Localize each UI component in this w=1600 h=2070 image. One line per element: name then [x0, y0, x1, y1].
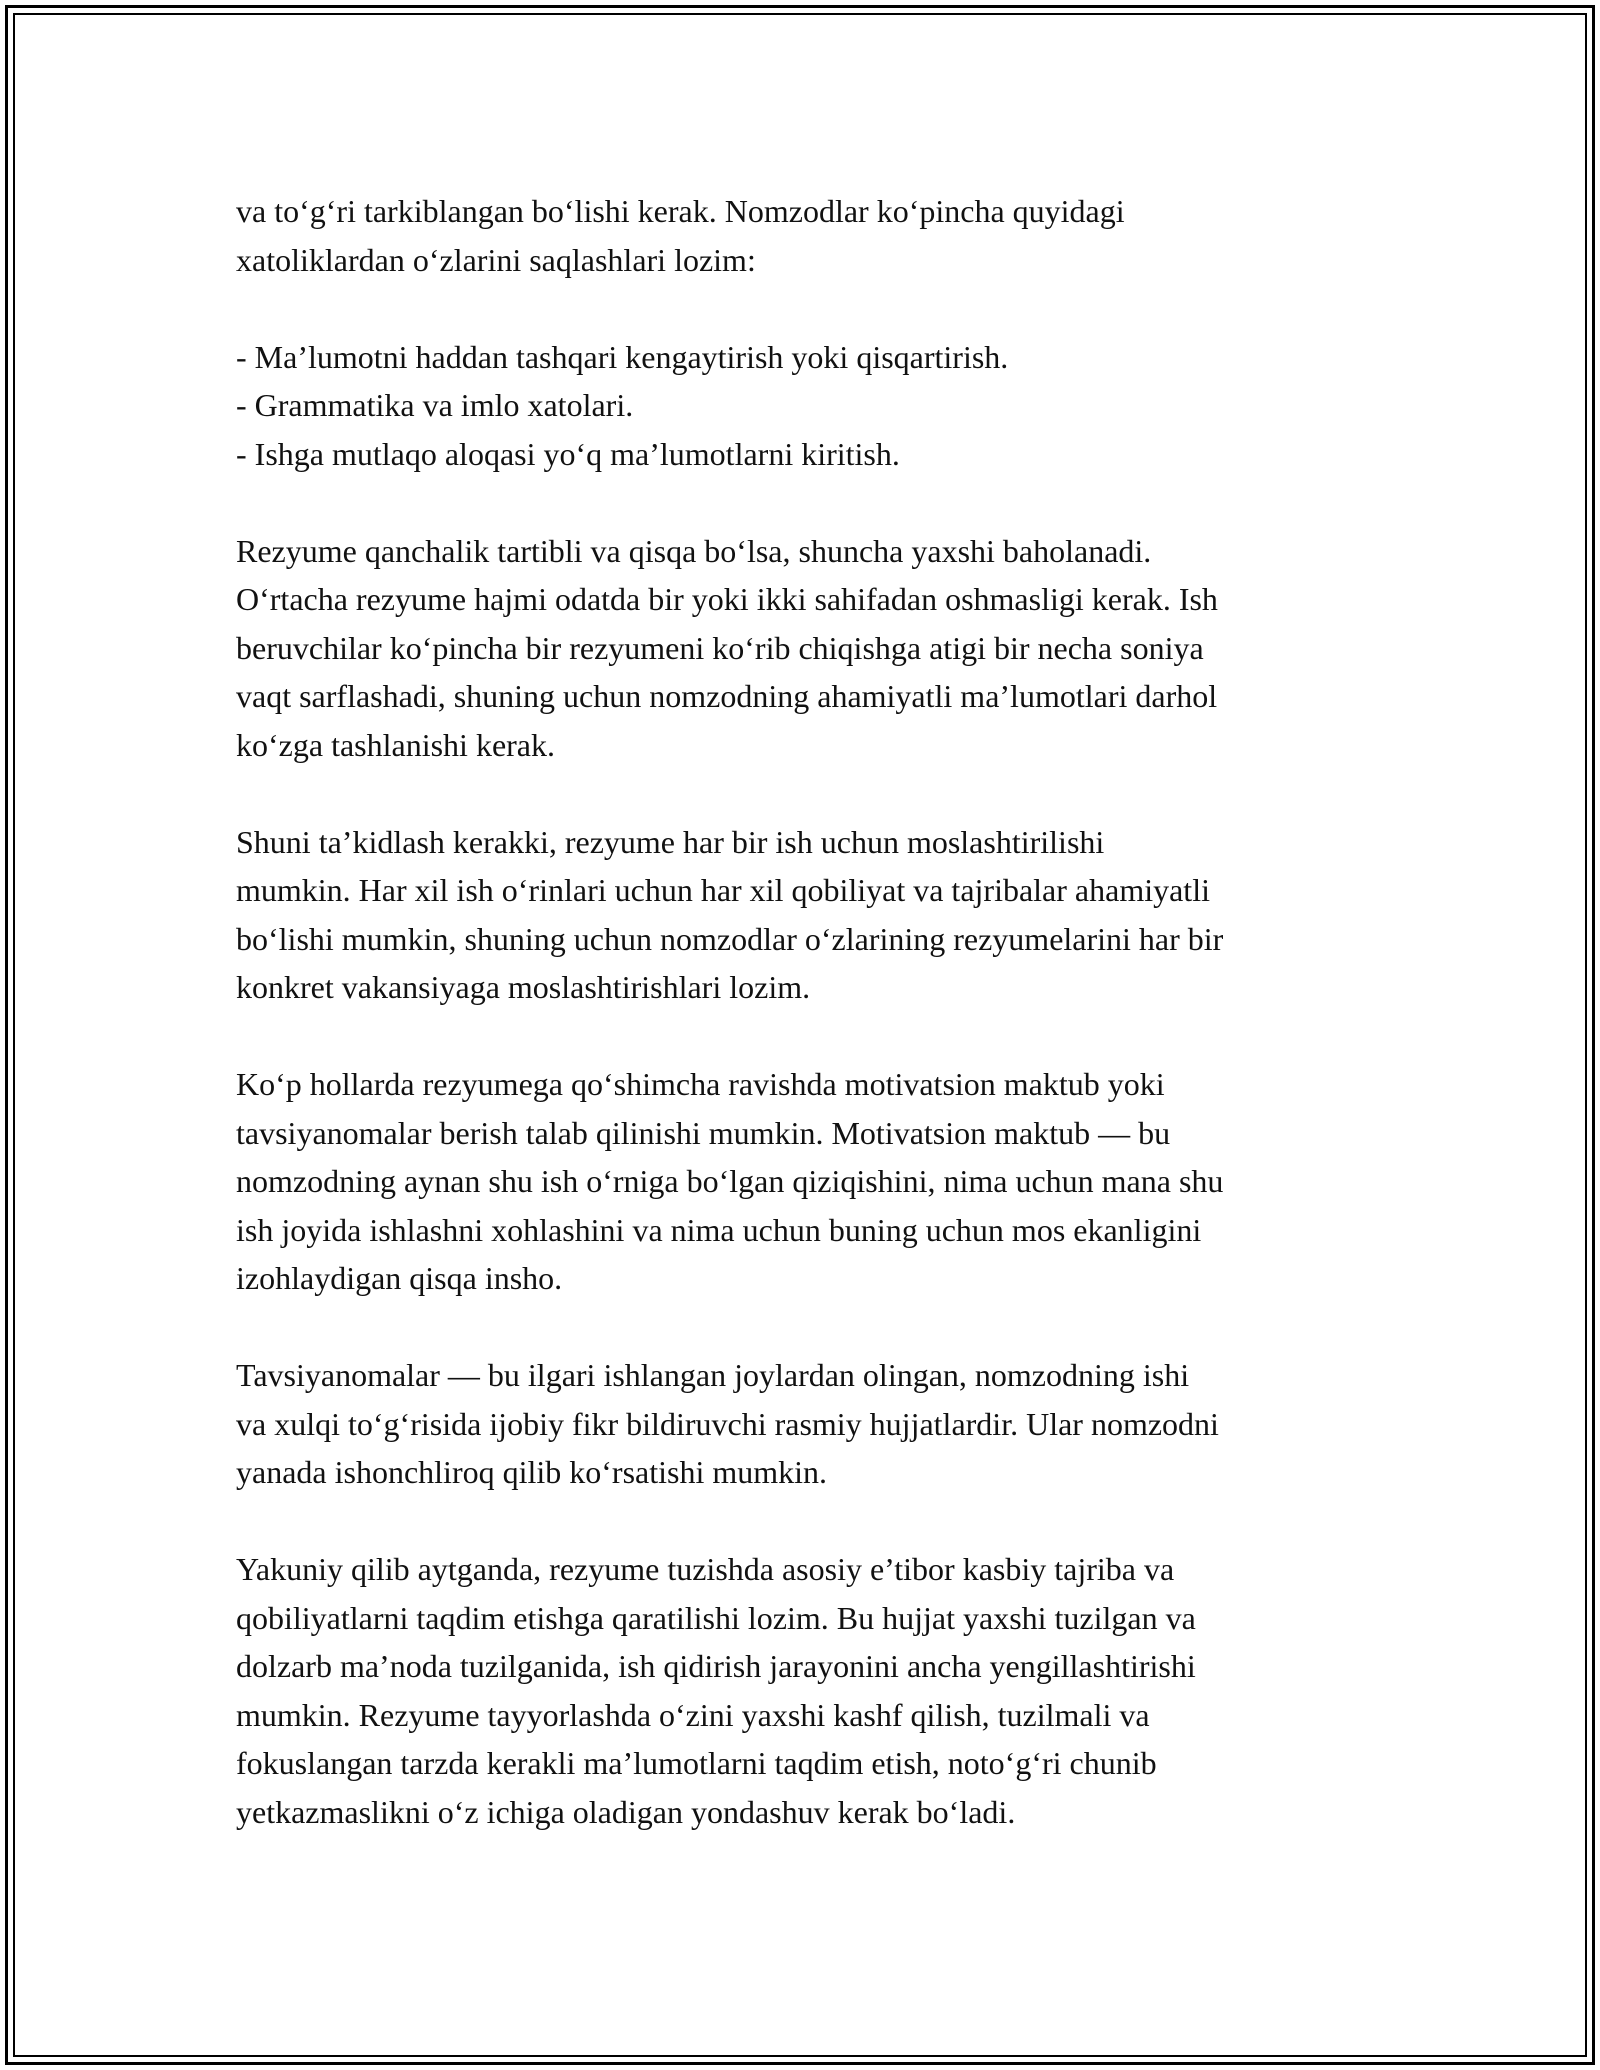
text-line: Ko‘p hollarda rezyumega qo‘shimcha ravishda motivatsion maktub yoki	[236, 1066, 1165, 1102]
list-item: - Ishga mutlaqo aloqasi yo‘q ma’lumotlarni kiritish.	[236, 435, 900, 472]
text-line: mumkin. Har xil ish o‘rinlari uchun har xil qobiliyat va tajribalar ahamiyatli	[236, 872, 1210, 908]
text-line: Tavsiyanomalar — bu ilgari ishlangan joylardan olingan, nomzodning ishi	[236, 1357, 1190, 1393]
text-line: yanada ishonchliroq qilib ko‘rsatishi mumkin.	[236, 1454, 828, 1490]
text-line: ish joyida ishlashni xohlashini va nima uchun buning uchun mos ekanligini	[236, 1211, 1202, 1248]
paragraph-motivation-letter	[236, 1060, 1416, 1303]
text-line: izohlaydigan qisqa insho.	[236, 1260, 563, 1296]
paragraph-recommendations	[236, 1351, 1416, 1497]
paragraph-length	[236, 527, 1416, 770]
text-line: va xulqi to‘g‘risida ijobiy fikr bildiruvchi rasmiy hujjatlardir. Ular nomzodni	[236, 1405, 1219, 1442]
text-line: Rezyume qanchalik tartibli va qisqa bo‘lsa, shuncha yaxshi baholanadi.	[236, 532, 1152, 569]
text-line: bo‘lishi mumkin, shuning uchun nomzodlar o‘zlarining rezyumelarini har bir	[236, 920, 1224, 957]
text-line: yetkazmaslikni o‘z ichiga oladigan yondashuv kerak bo‘ladi.	[236, 1793, 1016, 1830]
text-line: O‘rtacha rezyume hajmi odatda bir yoki ikki sahifadan oshmasligi kerak. Ish	[236, 581, 1218, 617]
document-body	[236, 187, 1416, 1885]
text-line: mumkin. Rezyume tayyorlashda o‘zini yaxshi kashf qilish, tuzilmali va	[236, 1696, 1150, 1733]
text-line: tavsiyanomalar berish talab qilinishi mumkin. Motivatsion maktub — bu	[236, 1114, 1171, 1151]
text-line: qobiliyatlarni taqdim etishga qaratilishi lozim. Bu hujjat yaxshi tuzilgan va	[236, 1599, 1196, 1636]
paragraph-customization	[236, 818, 1416, 1012]
text-line: fokuslangan tarzda kerakli ma’lumotlarni taqdim etish, noto‘g‘ri chunib	[236, 1745, 1157, 1781]
text-line: nomzodning aynan shu ish o‘rniga bo‘lgan qiziqishini, nima uchun mana shu	[236, 1163, 1224, 1199]
text-line: dolzarb ma’noda tuzilganida, ish qidirish jarayonini ancha yengillashtirishi	[236, 1648, 1196, 1684]
text-line: ko‘zga tashlanishi kerak.	[236, 726, 555, 763]
text-line: Shuni ta’kidlash kerakki, rezyume har bir ish uchun moslashtirilishi	[236, 823, 1105, 860]
paragraph-intro	[236, 187, 1416, 284]
text-line: xatoliklardan o‘zlarini saqlashlari lozim:	[236, 241, 756, 278]
list-item: - Ma’lumotni haddan tashqari kengaytirish yoki qisqartirish.	[236, 338, 1009, 375]
text-line: vaqt sarflashadi, shuning uchun nomzodning ahamiyatli ma’lumotlari darhol	[236, 678, 1218, 714]
text-line: va to‘g‘ri tarkiblangan bo‘lishi kerak. Nomzodlar ko‘pincha quyidagi	[236, 193, 1125, 229]
text-line: konkret vakansiyaga moslashtirishlari lozim.	[236, 969, 811, 1005]
paragraph-conclusion	[236, 1545, 1416, 1836]
paragraph-mistakes-list	[236, 333, 1416, 479]
list-item: - Grammatika va imlo xatolari.	[236, 387, 634, 423]
text-line: beruvchilar ko‘pincha bir rezyumeni ko‘rib chiqishga atigi bir necha soniya	[236, 629, 1204, 666]
text-line: Yakuniy qilib aytganda, rezyume tuzishda asosiy e’tibor kasbiy tajriba va	[236, 1551, 1175, 1587]
